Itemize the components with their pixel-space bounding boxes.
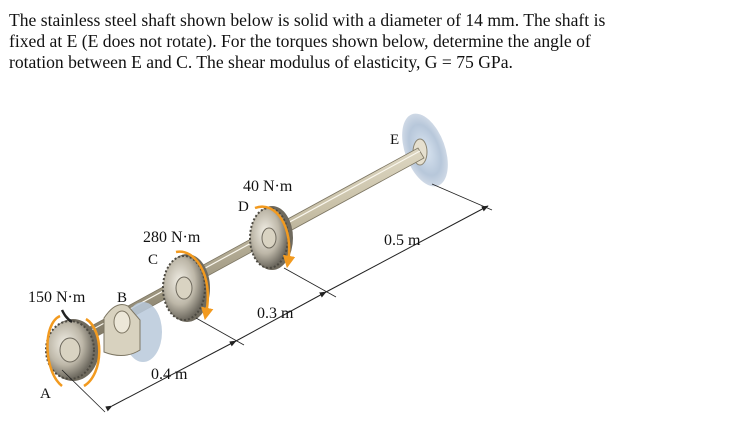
bearing-b [104,302,162,362]
fixed-support-e [393,107,457,192]
length-04-label: 0.4 m [151,366,188,383]
gear-d [250,206,293,270]
torque-c-label: 280 N·m [143,229,201,246]
torque-d-label: 40 N·m [243,178,293,195]
gear-a [46,310,99,386]
length-05-label: 0.5 m [384,232,421,249]
length-03-label: 0.3 m [257,305,294,322]
problem-line-1: The stainless steel shaft shown below is solid with a diameter of 14 mm. The shaft is [9,10,606,30]
point-c-label: C [148,252,159,268]
point-b-label: B [117,290,128,306]
point-d-label: D [238,199,249,215]
point-e-label: E [390,132,400,148]
problem-line-2: fixed at E (E does not rotate). For the torques shown below, determine the angle of [9,31,591,51]
problem-line-3: rotation between E and C. The shear modulus of elasticity, G = 75 GPa. [9,52,513,72]
point-a-label: A [40,386,51,402]
gear-c [163,252,210,322]
torque-a-label: 150 N·m [28,289,86,306]
